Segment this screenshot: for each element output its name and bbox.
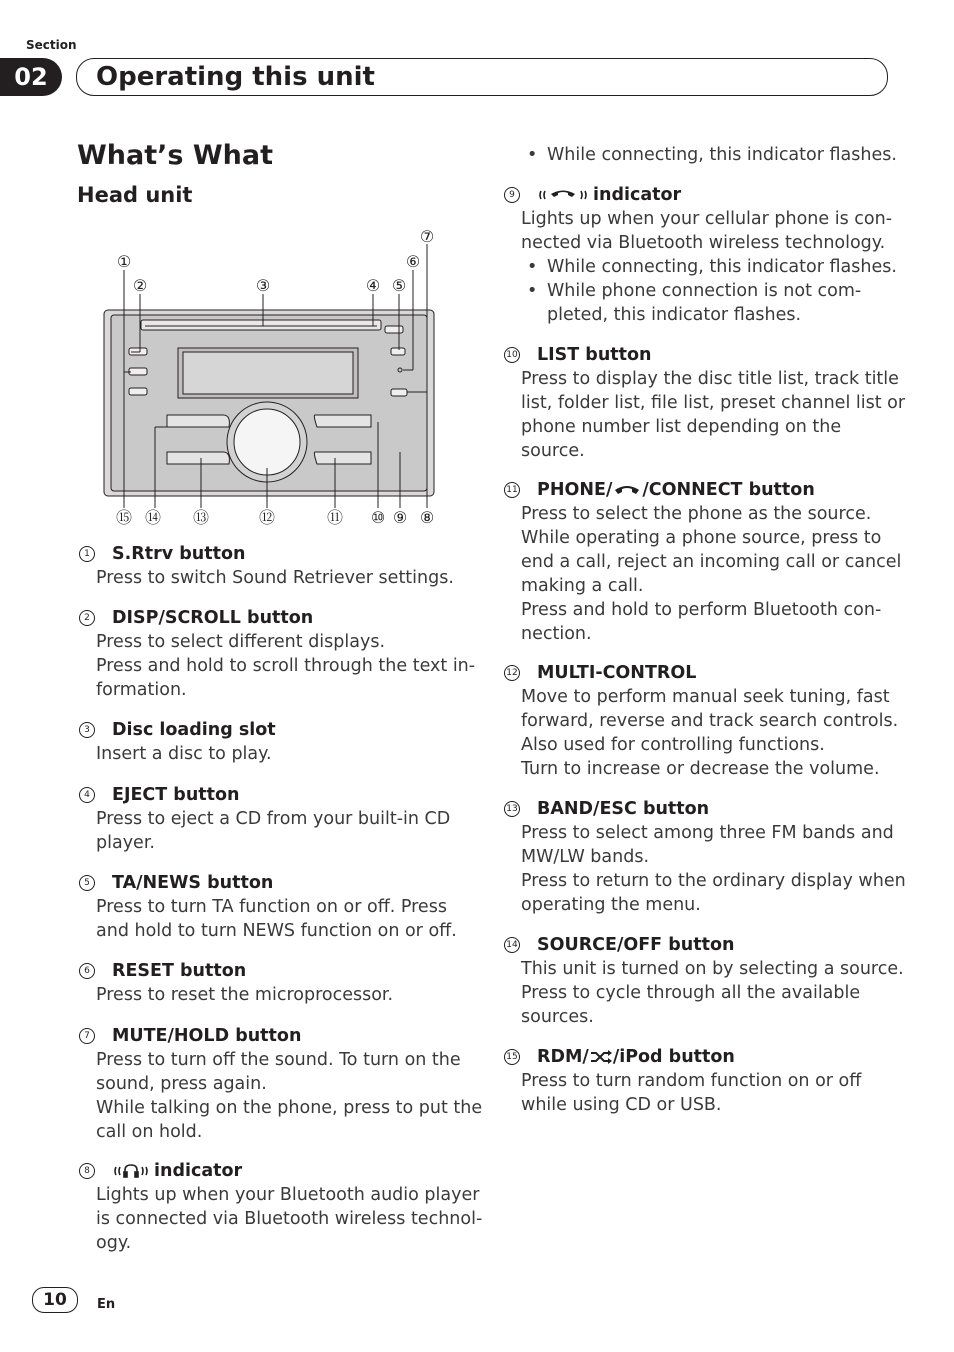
callout-14: ⑭ — [144, 508, 162, 527]
item-number: 13 — [504, 801, 520, 817]
item-8 — [77, 1159, 483, 1255]
chapter-title: Operating this unit — [96, 62, 375, 92]
item-number: 4 — [79, 787, 95, 803]
section-label: Section — [26, 38, 77, 52]
item-title: /CONNECT button — [642, 480, 815, 500]
item-11 — [502, 478, 902, 646]
item-number: 10 — [504, 347, 520, 363]
item-text: list, folder list, file list, preset channel list or — [521, 393, 906, 413]
page-title: What’s What — [77, 140, 273, 171]
item-text: end a call, reject an incoming call or cancel — [521, 552, 902, 572]
item-text: sources. — [521, 1007, 594, 1027]
item-text: formation. — [96, 680, 187, 700]
phone-icon — [537, 187, 589, 203]
item-text: Move to perform manual seek tuning, fast — [521, 687, 890, 707]
item-text: Press to cycle through all the available — [521, 983, 861, 1003]
item-text: Press to turn off the sound. To turn on the — [96, 1050, 461, 1070]
item-title: indicator — [154, 1161, 243, 1181]
item-text: operating the menu. — [521, 895, 701, 915]
item-title: DISP/SCROLL button — [112, 608, 314, 628]
callout-12: ⑫ — [258, 508, 276, 527]
section-number-badge: 02 — [0, 58, 62, 96]
item-10 — [502, 343, 906, 463]
item-number: 8 — [79, 1163, 95, 1179]
section-subtitle: Head unit — [77, 183, 193, 207]
item-number: 12 — [504, 665, 520, 681]
item-text: making a call. — [521, 576, 644, 596]
item-text: Insert a disc to play. — [96, 744, 272, 764]
item-text: Press and hold to perform Bluetooth con- — [521, 600, 882, 620]
item-title: MULTI-CONTROL — [537, 663, 697, 683]
bullet-text: • While connecting, this indicator flashes. — [521, 255, 874, 279]
callout-6: ⑥ — [405, 252, 421, 271]
item-4 — [77, 783, 449, 855]
item-title: /iPod button — [612, 1047, 735, 1067]
language-label: En — [97, 1297, 116, 1312]
item-title: TA/NEWS button — [112, 873, 274, 893]
item-title: MUTE/HOLD button — [112, 1026, 302, 1046]
item-text: Lights up when your cellular phone is con- — [521, 209, 893, 229]
callout-11: ⑪ — [326, 508, 344, 527]
item-text: while using CD or USB. — [521, 1095, 722, 1115]
item-15 — [502, 1045, 874, 1117]
item-text: While operating a phone source, press to — [521, 528, 882, 548]
callout-9: ⑨ — [392, 508, 408, 527]
item-number: 14 — [504, 937, 520, 953]
item-5 — [77, 871, 457, 943]
item-text: Press and hold to scroll through the text in- — [96, 656, 476, 676]
item-text: This unit is turned on by selecting a source. — [521, 959, 904, 979]
callout-8: ⑧ — [419, 508, 435, 527]
item-text: Turn to increase or decrease the volume. — [521, 759, 880, 779]
item-text: Press to switch Sound Retriever settings. — [96, 568, 454, 588]
item-text: ogy. — [96, 1233, 132, 1253]
item-title: RESET button — [112, 961, 247, 981]
item-text: Press to return to the ordinary display when — [521, 871, 906, 891]
headphone-icon — [112, 1163, 150, 1179]
item-text: Press to select different displays. — [96, 632, 386, 652]
bullet-text: • While connecting, this indicator flashes. — [521, 143, 874, 167]
item-number: 9 — [504, 187, 520, 203]
item-title: PHONE/ — [537, 480, 613, 500]
item-text: Also used for controlling functions. — [521, 735, 825, 755]
callout-7: ⑦ — [419, 227, 435, 246]
item-14 — [502, 933, 904, 1029]
item-title: BAND/ESC button — [537, 799, 710, 819]
callout-2: ② — [132, 276, 148, 295]
callout-1: ① — [116, 252, 132, 271]
item-title: SOURCE/OFF button — [537, 935, 735, 955]
page-number: 10 — [32, 1287, 78, 1313]
callout-13: ⑬ — [192, 508, 210, 527]
item-text: MW/LW bands. — [521, 847, 650, 867]
item-6 — [77, 959, 449, 1007]
item-number: 7 — [79, 1028, 95, 1044]
phone-icon — [614, 483, 640, 497]
item-text: Press to display the disc title list, track title — [521, 369, 899, 389]
callout-15: ⑮ — [115, 508, 133, 527]
item-text: player. — [96, 833, 155, 853]
item-text: sound, press again. — [96, 1074, 267, 1094]
item-text: Press to select the phone as the source. — [521, 504, 872, 524]
item-text: Press to reset the microprocessor. — [96, 985, 394, 1005]
item-8-continued — [502, 143, 897, 167]
item-number: 2 — [79, 610, 95, 626]
item-text: Press to turn random function on or off — [521, 1071, 862, 1091]
item-1 — [77, 542, 454, 590]
item-title: RDM/ — [537, 1047, 589, 1067]
callout-3: ③ — [255, 276, 271, 295]
bullet-text: • While phone connection is not com- — [521, 279, 874, 303]
item-text: source. — [521, 441, 585, 461]
item-number: 1 — [79, 546, 95, 562]
item-text: Press to turn TA function on or off. Press — [96, 897, 447, 917]
item-text: and hold to turn NEWS function on or off. — [96, 921, 457, 941]
item-7 — [77, 1024, 483, 1144]
item-text: Press to eject a CD from your built-in CD — [96, 809, 451, 829]
shuffle-icon — [590, 1050, 612, 1064]
item-text: nection. — [521, 624, 592, 644]
callout-10: ⑩ — [370, 508, 386, 527]
item-12 — [502, 661, 899, 781]
head-unit-illustration — [95, 222, 445, 532]
item-number: 5 — [79, 875, 95, 891]
bullet-text: pleted, this indicator flashes. — [547, 305, 802, 325]
item-number: 3 — [79, 722, 95, 738]
item-text: call on hold. — [96, 1122, 203, 1142]
item-number: 11 — [504, 482, 520, 498]
item-text: nected via Bluetooth wireless technology. — [521, 233, 886, 253]
item-3 — [77, 718, 449, 766]
item-number: 6 — [79, 963, 95, 979]
item-title: LIST button — [537, 345, 652, 365]
item-text: Lights up when your Bluetooth audio player — [96, 1185, 480, 1205]
item-text: While talking on the phone, press to put the — [96, 1098, 483, 1118]
item-9 — [502, 183, 897, 327]
item-text: phone number list depending on the — [521, 417, 842, 437]
item-text: is connected via Bluetooth wireless technol- — [96, 1209, 483, 1229]
item-number: 15 — [504, 1049, 520, 1065]
item-title: S.Rtrv button — [112, 544, 246, 564]
item-title: Disc loading slot — [112, 720, 276, 740]
item-title: EJECT button — [112, 785, 240, 805]
callout-4: ④ — [365, 276, 381, 295]
item-title: indicator — [593, 185, 682, 205]
item-text: forward, reverse and track search controls. — [521, 711, 899, 731]
item-13 — [502, 797, 906, 917]
callout-5: ⑤ — [391, 276, 407, 295]
item-2 — [77, 606, 476, 702]
item-text: Press to select among three FM bands and — [521, 823, 894, 843]
